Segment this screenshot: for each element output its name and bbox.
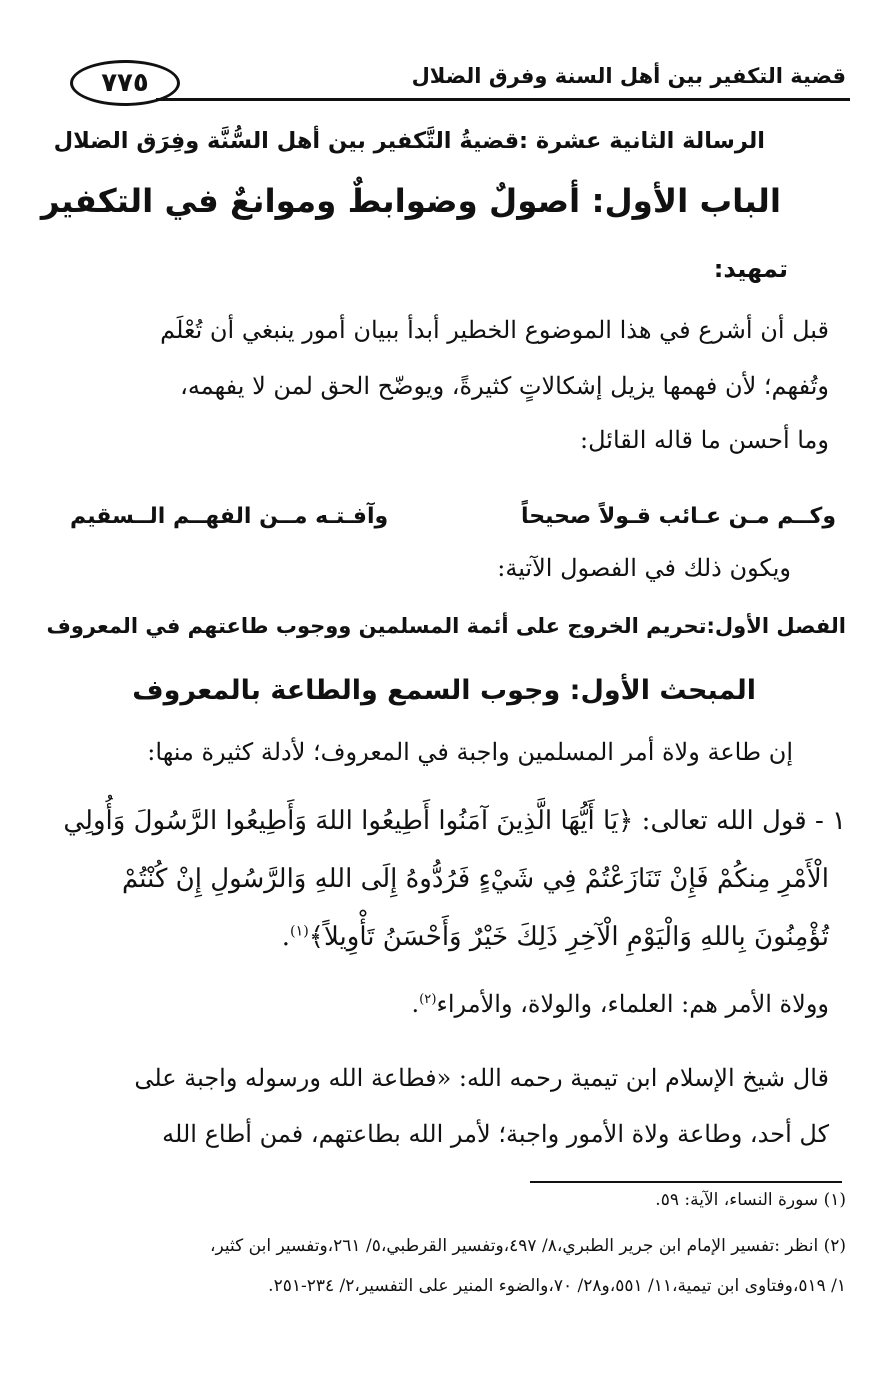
footnote-divider: [530, 1181, 842, 1183]
preface-heading: تمهيد:: [713, 255, 788, 283]
poetry-verse: [70, 504, 836, 544]
footnote-1: (١) سورة النساء، الآية: ٥٩.: [655, 1190, 846, 1210]
running-title: قضية التكفير بين أهل السنة وفرق الضلال: [411, 64, 846, 88]
second-hemistich: وآفـتـه مــن الفهــم الــسقيم: [70, 504, 389, 529]
intro-line: إن طاعة ولاة أمر المسلمين واجبة في المعروف؛ لأدلة كثيرة منها:: [147, 738, 793, 766]
chapter-title: الباب الأول: أصولٌ وضوابطٌ وموانعٌ في التكفير: [40, 182, 781, 220]
preface-line: قبل أن أشرع في هذا الموضوع الخطير أبدأ ببيان أمور ينبغي أن تُعْلَم: [160, 316, 829, 344]
subsection-title: المبحث الأول: وجوب السمع والطاعة بالمعروف: [132, 675, 756, 706]
series-title: الرسالة الثانية عشرة :قضيةُ التَّكفير بين أهل السُّنَّة وفِرَق الضلال: [53, 128, 765, 154]
quran-line: الْأَمْرِ مِنكُمْ فَإِنْ تَنَازَعْتُمْ فِي شَيْءٍ فَرُدُّوهُ إِلَى اللهِ وَالرَّسُولِ إِنْ كُنْتُمْ: [121, 864, 829, 894]
quran-text: تُؤْمِنُونَ بِاللهِ وَالْيَوْمِ الْآخِرِ ذَلِكَ خَيْرٌ وَأَحْسَنُ تَأْوِيلاً﴾: [308, 922, 829, 952]
footnote-2-continued: ١/ ٥١٩،وفتاوى ابن تيمية،١١/ ٥٥١،و٢٨/ ٧٠،والضوء المنير على التفسير،٢/ ٢٣٤-٢٥١.: [268, 1276, 846, 1296]
page-header: [70, 58, 850, 108]
header-rule: [156, 98, 850, 101]
footnote-mark: (٢): [419, 992, 437, 1007]
rulers-line: [412, 990, 830, 1018]
preface-line: وتُفهم؛ لأن فهمها يزيل إشكالاتٍ كثيرةً، ويوضّح الحق لمن لا يفهمه،: [180, 372, 829, 400]
period: .: [411, 990, 420, 1018]
after-verse-line: ويكون ذلك في الفصول الآتية:: [497, 554, 791, 582]
footnote-2: (٢) انظر :تفسير الإمام ابن جرير الطبري،٨/ ٤٩٧،وتفسير القرطبي،٥/ ٢٦١،وتفسير ابن كثير،: [210, 1236, 846, 1256]
quote-line: قال شيخ الإسلام ابن تيمية رحمه الله: «فطاعة الله ورسوله واجبة على: [134, 1064, 829, 1092]
first-hemistich: وكــم مـن عـائب قـولاً صحيحاً: [520, 504, 836, 529]
quran-line-last: [282, 922, 829, 952]
quran-line: ١ - قول الله تعالى: ﴿يَا أَيُّهَا الَّذِينَ آمَنُوا أَطِيعُوا اللهَ وَأَطِيعُوا الرَّسُولَ وَأُولِي: [63, 806, 846, 836]
footnote-mark: (١): [289, 923, 309, 940]
quote-line: كل أحد، وطاعة ولاة الأمور واجبة؛ لأمر الله بطاعتهم، فمن أطاع الله: [162, 1120, 829, 1148]
rulers-text: وولاة الأمر هم: العلماء، والولاة، والأمراء: [436, 990, 829, 1018]
preface-line: وما أحسن ما قاله القائل:: [580, 426, 829, 454]
page-number: ٧٧٥: [70, 60, 180, 106]
period: .: [281, 922, 290, 952]
section-title: الفصل الأول:تحريم الخروج على أئمة المسلمين ووجوب طاعتهم في المعروف: [46, 614, 846, 638]
